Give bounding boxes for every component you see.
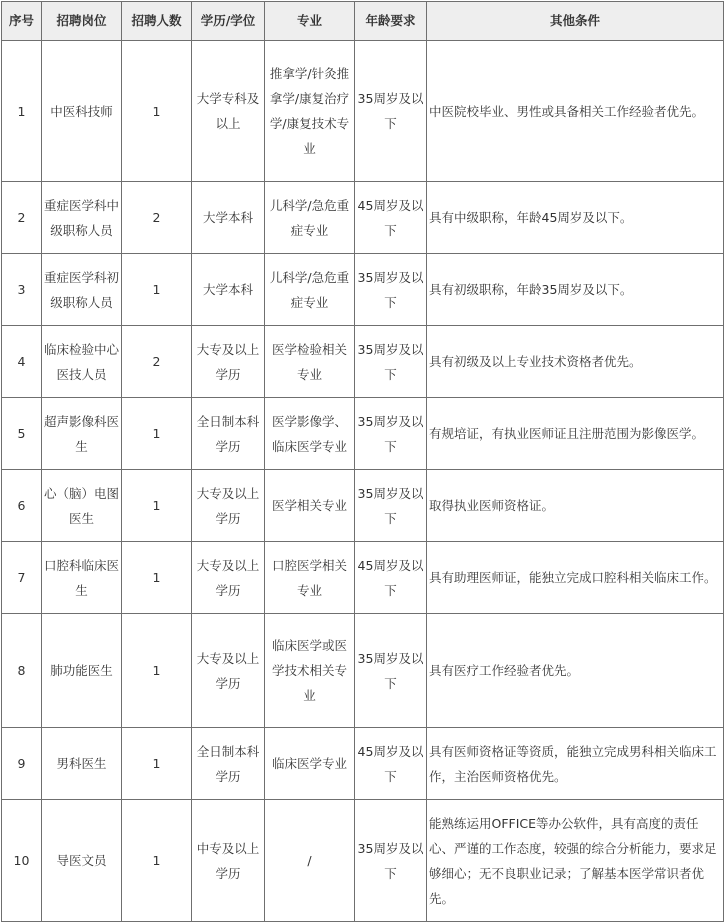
cell-other: 有规培证，有执业医师证且注册范围为影像医学。	[427, 398, 724, 470]
header-other: 其他条件	[427, 2, 724, 41]
cell-major: 医学检验相关专业	[265, 326, 355, 398]
cell-age: 45周岁及以下	[355, 542, 427, 614]
cell-count: 1	[122, 728, 192, 800]
cell-major: 儿科学/急危重症专业	[265, 182, 355, 254]
header-post: 招聘岗位	[42, 2, 122, 41]
cell-age: 35周岁及以下	[355, 41, 427, 182]
cell-major: 临床医学或医学技术相关专业	[265, 614, 355, 728]
cell-education: 大专及以上学历	[192, 542, 265, 614]
cell-count: 2	[122, 182, 192, 254]
cell-major: 口腔医学相关专业	[265, 542, 355, 614]
cell-age: 45周岁及以下	[355, 182, 427, 254]
table-row	[2, 398, 724, 470]
cell-age: 35周岁及以下	[355, 326, 427, 398]
table-row	[2, 470, 724, 542]
cell-count: 1	[122, 542, 192, 614]
table-row	[2, 800, 724, 922]
header-no: 序号	[2, 2, 42, 41]
cell-education: 全日制本科学历	[192, 398, 265, 470]
table-row	[2, 614, 724, 728]
table-row	[2, 41, 724, 182]
cell-no: 2	[2, 182, 42, 254]
cell-post: 重症医学科初级职称人员	[42, 254, 122, 326]
cell-education: 大学本科	[192, 182, 265, 254]
cell-post: 超声影像科医生	[42, 398, 122, 470]
cell-no: 4	[2, 326, 42, 398]
cell-age: 35周岁及以下	[355, 614, 427, 728]
cell-no: 1	[2, 41, 42, 182]
cell-education: 大专及以上学历	[192, 614, 265, 728]
cell-major: 儿科学/急危重症专业	[265, 254, 355, 326]
cell-post: 肺功能医生	[42, 614, 122, 728]
cell-no: 8	[2, 614, 42, 728]
cell-post: 导医文员	[42, 800, 122, 922]
cell-education: 大学专科及以上	[192, 41, 265, 182]
table-header-row	[2, 2, 724, 41]
cell-major: /	[265, 800, 355, 922]
cell-no: 7	[2, 542, 42, 614]
cell-other: 具有医疗工作经验者优先。	[427, 614, 724, 728]
cell-education: 全日制本科学历	[192, 728, 265, 800]
cell-post: 重症医学科中级职称人员	[42, 182, 122, 254]
header-count: 招聘人数	[122, 2, 192, 41]
cell-no: 3	[2, 254, 42, 326]
cell-count: 1	[122, 614, 192, 728]
cell-education: 大学本科	[192, 254, 265, 326]
header-major: 专业	[265, 2, 355, 41]
cell-no: 10	[2, 800, 42, 922]
cell-other: 能熟练运用OFFICE等办公软件，具有高度的责任心、严谨的工作态度，较强的综合分析能力，要求足够细心；无不良职业记录；了解基本医学常识者优先。	[427, 800, 724, 922]
table-row	[2, 728, 724, 800]
header-age: 年龄要求	[355, 2, 427, 41]
cell-other: 具有医师资格证等资质，能独立完成男科相关临床工作，主治医师资格优先。	[427, 728, 724, 800]
cell-major: 推拿学/针灸推拿学/康复治疗学/康复技术专业	[265, 41, 355, 182]
cell-other: 取得执业医师资格证。	[427, 470, 724, 542]
cell-other: 具有助理医师证，能独立完成口腔科相关临床工作。	[427, 542, 724, 614]
header-education: 学历/学位	[192, 2, 265, 41]
cell-age: 45周岁及以下	[355, 728, 427, 800]
cell-education: 大专及以上学历	[192, 326, 265, 398]
cell-age: 35周岁及以下	[355, 254, 427, 326]
table-row	[2, 326, 724, 398]
cell-count: 2	[122, 326, 192, 398]
table-row	[2, 254, 724, 326]
cell-no: 6	[2, 470, 42, 542]
cell-other: 具有初级及以上专业技术资格者优先。	[427, 326, 724, 398]
cell-other: 具有中级职称，年龄45周岁及以下。	[427, 182, 724, 254]
cell-age: 35周岁及以下	[355, 470, 427, 542]
cell-age: 35周岁及以下	[355, 800, 427, 922]
cell-post: 心（脑）电图医生	[42, 470, 122, 542]
cell-count: 1	[122, 254, 192, 326]
cell-major: 医学相关专业	[265, 470, 355, 542]
cell-no: 5	[2, 398, 42, 470]
cell-count: 1	[122, 470, 192, 542]
cell-education: 大专及以上学历	[192, 470, 265, 542]
cell-count: 1	[122, 398, 192, 470]
cell-post: 口腔科临床医生	[42, 542, 122, 614]
table-row	[2, 542, 724, 614]
cell-other: 中医院校毕业、男性或具备相关工作经验者优先。	[427, 41, 724, 182]
recruitment-table	[1, 1, 724, 922]
cell-post: 临床检验中心医技人员	[42, 326, 122, 398]
table-row	[2, 182, 724, 254]
cell-age: 35周岁及以下	[355, 398, 427, 470]
cell-count: 1	[122, 41, 192, 182]
cell-major: 医学影像学、临床医学专业	[265, 398, 355, 470]
cell-no: 9	[2, 728, 42, 800]
cell-count: 1	[122, 800, 192, 922]
cell-major: 临床医学专业	[265, 728, 355, 800]
cell-other: 具有初级职称，年龄35周岁及以下。	[427, 254, 724, 326]
cell-post: 男科医生	[42, 728, 122, 800]
cell-post: 中医科技师	[42, 41, 122, 182]
cell-education: 中专及以上学历	[192, 800, 265, 922]
